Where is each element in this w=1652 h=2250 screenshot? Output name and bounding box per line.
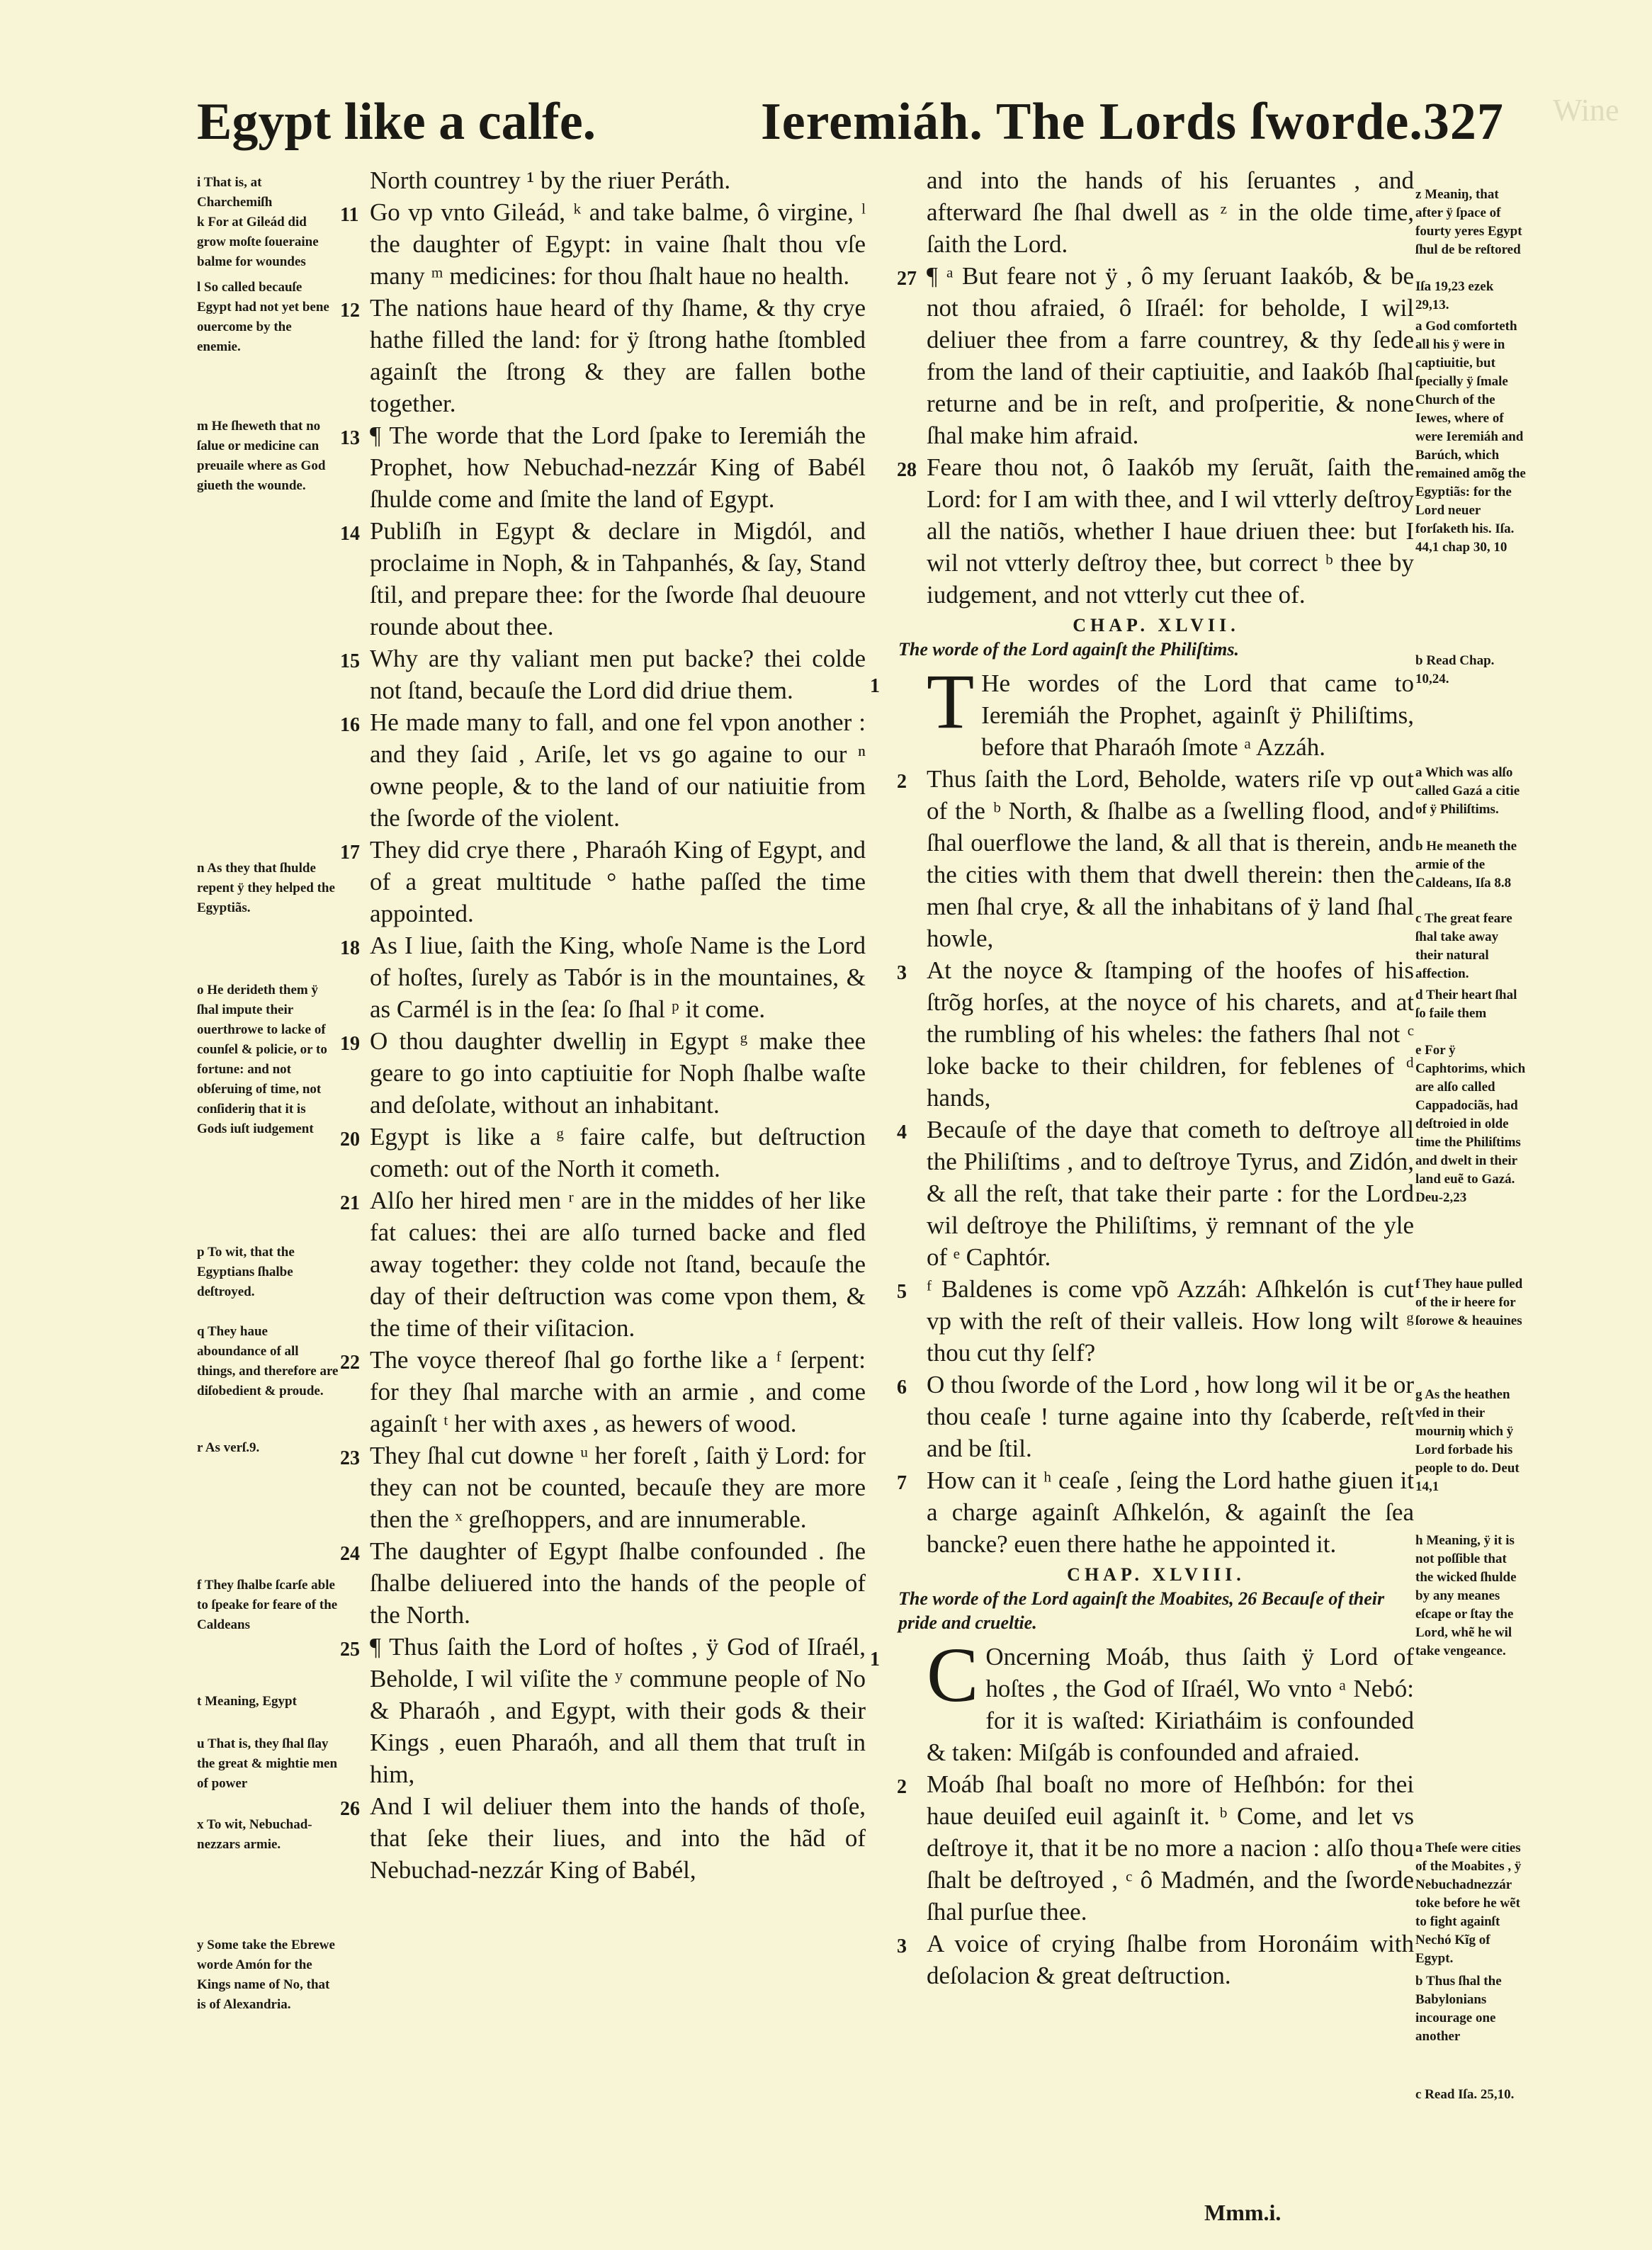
verse-number: 1 bbox=[870, 675, 880, 697]
margin-note: i That is, at Charchemiſh bbox=[197, 175, 273, 210]
verse bbox=[341, 164, 866, 196]
verse-text: Egypt is like a ᵍ faire calfe, but deſtruction cometh: out of the North it cometh. bbox=[370, 1123, 866, 1182]
verse bbox=[341, 292, 866, 419]
verse-text: Feare thou not, ô Iaakób my ſeruãt, ſaith the Lord: for I am with thee, and I wil vtterly deſtroy all the natiõs, whether I haue driuen thee: but I wil not vtterly deſtroy thee, but correct ᵇ thee by iudgement, and not vtterly cut thee of. bbox=[927, 453, 1414, 609]
verse-text: A voice of crying ſhalbe from Horonáim with deſolacion & great deſtruction. bbox=[927, 1930, 1414, 1989]
verse bbox=[341, 1535, 866, 1631]
margin-note: l So called becauſe Egypt had not yet bene ouercome by the enemie. bbox=[197, 280, 329, 354]
verse bbox=[898, 1768, 1414, 1928]
chapter-summary: The worde of the Lord againſt the Philiſtims. bbox=[898, 639, 1240, 660]
margin-note: q They haue aboundance of all things, and therefore are diſobedient & proude. bbox=[197, 1324, 339, 1398]
verse bbox=[898, 1369, 1414, 1464]
verse-text: He wordes of the Lord that came to Ieremiáh the Prophet, againſt ÿ Philiſtims, before that Pharaóh ſmote ᵃ Azzáh. bbox=[981, 669, 1414, 761]
verse-number: 16 bbox=[340, 714, 360, 736]
verse bbox=[341, 706, 866, 834]
margin-note: u That is, they ſhal ſlay the great & mightie men of power bbox=[197, 1736, 338, 1791]
verse-number: 23 bbox=[340, 1447, 360, 1469]
bleed-through-text: Wine bbox=[1553, 93, 1619, 128]
verse-number: 28 bbox=[897, 459, 917, 481]
verse bbox=[898, 451, 1414, 611]
verse-number: 25 bbox=[340, 1639, 360, 1661]
verse-text: ᶠ Baldenes is come vpõ Azzáh: Aſhkelón is cut vp with the reſt of their valleis. How long wilt ᵍ thou cut thy ſelf? bbox=[927, 1275, 1414, 1367]
verse-text: How can it ʰ ceaſe , ſeing the Lord hathe giuen it a charge againſt Aſhkelón, & againſt the ſea bancke? euen there hathe he appointed it. bbox=[927, 1466, 1414, 1558]
running-head-left: Egypt like a calfe. bbox=[197, 93, 596, 151]
verse bbox=[341, 1790, 866, 1886]
margin-note: a Which was alſo called Gazá a citie of ÿ Philiſtims. bbox=[1415, 765, 1520, 817]
verse-number: 26 bbox=[340, 1798, 360, 1820]
verse-number: 2 bbox=[897, 1776, 907, 1798]
verse-text: The voyce thereof ſhal go forthe like a ᶠ ſerpent: for they ſhal marche with an armie , and come againſt ᵗ her with axes , as hewers of wood. bbox=[370, 1346, 866, 1437]
verse bbox=[898, 260, 1414, 451]
verse-number: 15 bbox=[340, 650, 360, 672]
verse-number: 4 bbox=[897, 1121, 907, 1143]
chapter-heading: CHAP. XLVIII. bbox=[1067, 1564, 1245, 1585]
verse-number: 6 bbox=[897, 1376, 907, 1398]
margin-note: k For at Gileád did grow moſte ſoueraine balme for woundes bbox=[197, 215, 319, 269]
verse bbox=[870, 658, 1414, 763]
margin-note: n As they that ſhulde repent ÿ they helped the Egyptiãs. bbox=[197, 861, 335, 915]
verse-text: Moáb ſhal boaſt no more of Heſhbón: for thei haue deuiſed euil againſt it. ᵇ Come, and let vs deſtroye it, that it be no more a nacion : alſo thou ſhalt be deſtroyed , ᶜ ô Madmén, and the ſworde ſhal purſue thee. bbox=[927, 1770, 1414, 1926]
margin-note: g As the heathen vſed in their mourniŋ which ÿ Lord forbade his people to do. Deut 14,1 bbox=[1415, 1387, 1520, 1494]
verse-text: O thou daughter dwelliŋ in Egypt ᵍ make thee geare to go into captiuitie for Noph ſhalbe waſte and deſolate, without an inhabitant. bbox=[370, 1027, 866, 1119]
verse-number: 14 bbox=[340, 523, 360, 545]
verse-number: 7 bbox=[897, 1472, 907, 1494]
margin-note: x To wit, Nebuchad-nezzars armie. bbox=[197, 1817, 312, 1852]
chapter-heading: CHAP. XLVII. bbox=[1073, 615, 1240, 635]
verse bbox=[898, 1114, 1414, 1273]
margin-note: Iſa 19,23 ezek 29,13. bbox=[1415, 279, 1494, 312]
margin-note: h Meaning, ÿ it is not poſſible that the wicked ſhulde by any meanes eſcape or ſtay the Lord, whẽ he wil take vengeance. bbox=[1415, 1533, 1517, 1658]
verse bbox=[341, 1440, 866, 1535]
verse bbox=[341, 1344, 866, 1440]
verse bbox=[898, 1273, 1414, 1369]
verse-text: Oncerning Moáb, thus ſaith ÿ Lord of hoſtes , the God of Iſraél, Wo vnto ᵃ Nebó: for it is waſted: Kiriatháim is confounded & taken: Miſgáb is confounded and afraied. bbox=[927, 1643, 1414, 1766]
verse-text: and into the hands of his ſeruantes , and afterward ſhe ſhal dwell as ᶻ in the olde time, ſaith the Lord. bbox=[927, 166, 1414, 258]
verse-number: 20 bbox=[340, 1129, 360, 1151]
verse-text: Why are thy valiant men put backe? thei colde not ſtand, becauſe the Lord did driue them. bbox=[370, 645, 866, 704]
text-column-left bbox=[341, 164, 866, 1886]
margin-note: e For ÿ Caphtorims, which are alſo called Cappadociãs, had deſtroied in olde time the Philiſtims and dwelt in their land euẽ to Gazá. Deu-2,23 bbox=[1415, 1043, 1526, 1205]
margin-note: c Read Iſa. 25,10. bbox=[1415, 2087, 1515, 2102]
margin-note: f They ſhalbe ſcarſe able to ſpeake for feare of the Caldeans bbox=[197, 1578, 338, 1632]
verse-number: 17 bbox=[340, 842, 360, 864]
verse bbox=[341, 515, 866, 643]
drop-cap: C bbox=[927, 1632, 979, 1718]
verse-number: 3 bbox=[897, 1935, 907, 1957]
margin-note: z Meaniŋ, that after ÿ ſpace of fourty yeres Egypt ſhul de be reſtored bbox=[1415, 187, 1522, 257]
verse-number: 27 bbox=[897, 268, 917, 290]
verse-number: 2 bbox=[897, 771, 907, 793]
margin-note: r As verſ.9. bbox=[197, 1440, 260, 1455]
verse-text: Alſo her hired men ʳ are in the middes of her like fat calues: thei are alſo turned backe and fled away together: they colde not ſtand, becauſe the day of their deſtruction was come vpon them, & the time of their viſitacion. bbox=[370, 1187, 866, 1342]
verse-number: 18 bbox=[340, 937, 360, 959]
verse-text: He made many to fall, and one fel vpon another : and they ſaid , Ariſe, let vs go againe to our ⁿ owne people, & to the land of our natiuitie from the ſworde of the violent. bbox=[370, 708, 866, 832]
verse bbox=[341, 834, 866, 929]
margin-note: c The great feare ſhal take away their natural affection. bbox=[1415, 911, 1512, 981]
verse-number: 22 bbox=[340, 1352, 360, 1374]
verse-text: The daughter of Egypt ſhalbe confounded . ſhe ſhalbe deliuered into the hands of the people of the North. bbox=[370, 1537, 866, 1629]
verse bbox=[341, 419, 866, 515]
margin-note: p To wit, that the Egyptians ſhalbe deſtroyed. bbox=[197, 1245, 295, 1299]
verse-number: 19 bbox=[340, 1033, 360, 1055]
chapter-summary: The worde of the Lord againſt the Moabites, 26 Becauſe of their pride and crueltie. bbox=[898, 1588, 1385, 1633]
verse-text: ¶ ᵃ But feare not ÿ , ô my ſeruant Iaakób, & be not thou afraied, ô Iſraél: for beholde, I wil deliuer thee from a farre countrey, & thy ſede from the land of their captiuitie, and Iaakób ſhal returne and be in reſt, and proſperitie, & none ſhal make him afraid. bbox=[927, 262, 1414, 449]
margin-note: a God comforteth all his ÿ were in captiuitie, but ſpecially ÿ ſmale Church of the Iewes, where of were Ieremiáh and Barúch, which remained amõg the Egyptiãs: for the Lord neuer forſaketh his. Iſa. 44,1 chap 30, 10 bbox=[1415, 319, 1526, 555]
margin-note: d Their heart ſhal ſo faile them bbox=[1415, 988, 1517, 1021]
verse-number: 12 bbox=[340, 300, 360, 322]
drop-cap: T bbox=[927, 658, 975, 745]
verse bbox=[898, 763, 1414, 954]
verse-text: As I liue, ſaith the King, whoſe Name is the Lord of hoſtes, ſurely as Tabór is in the mountaines, & as Carmél is in the ſea: ſo ſhal ᵖ it come. bbox=[370, 932, 866, 1023]
verse-text: They did crye there , Pharaóh King of Egypt, and of a great multitude ° hathe paſſed the time appointed. bbox=[370, 836, 866, 927]
margin-note: y Some take the Ebrewe worde Amón for the Kings name of No, that is of Alexandria. bbox=[197, 1938, 335, 2012]
verse bbox=[898, 1928, 1414, 1991]
text-column-right bbox=[870, 164, 1414, 1991]
signature-mark: Mmm.i. bbox=[1204, 2200, 1282, 2225]
verse-text: And I wil deliuer them into the hands of thoſe, that ſeke their liues, and into the hãd of Nebuchad-nezzár King of Babél, bbox=[370, 1792, 866, 1884]
running-head-right: Ieremiáh. The Lords ſworde.327 bbox=[761, 93, 1504, 151]
verse-text: North countrey ¹ by the riuer Peráth. bbox=[370, 166, 731, 194]
verse bbox=[341, 1631, 866, 1790]
margin-note: t Meaning, Egypt bbox=[197, 1694, 297, 1709]
verse-text: Thus ſaith the Lord, Beholde, waters riſe vp out of the ᵇ North, & ſhalbe as a ſwelling flood, and ſhal ouerflowe the land, & all that is therein, and the cities with them that dwell therein: then the men ſhal crye, & all the inhabitans of ÿ land ſhal howle, bbox=[927, 765, 1414, 952]
verse bbox=[870, 1632, 1414, 1768]
margin-note: b He meaneth the armie of the Caldeans, Iſa 8.8 bbox=[1415, 839, 1517, 891]
verse-text: O thou ſworde of the Lord , how long wil it be or thou ceaſe ! turne againe into thy ſcaberde, reſt and be ſtil. bbox=[927, 1371, 1414, 1462]
verse bbox=[341, 643, 866, 706]
verse-number: 3 bbox=[897, 962, 907, 984]
verse-number: 5 bbox=[897, 1281, 907, 1303]
verse-text: Becauſe of the daye that cometh to deſtroye all the Philiſtims , and to deſtroye Tyrus, and Zidón, & all the reſt, that take their parte : for the Lord wil deſtroye the Philiſtims, ÿ remnant of the yle of ᵉ Caphtór. bbox=[927, 1116, 1414, 1271]
verse bbox=[341, 1185, 866, 1344]
verse bbox=[898, 164, 1414, 260]
margin-note: a Theſe were cities of the Moabites , ÿ Nebuchadnezzár toke before he wẽt to fight againſt Nechó Kĩg of Egypt. bbox=[1415, 1841, 1522, 1966]
margin-note: o He derideth them ÿ ſhal impute their ouerthrowe to lacke of counſel & policie, or to fortune: and not obſeruing of time, not conſideriŋ that it is Gods iuſt iudgement bbox=[197, 983, 327, 1136]
margin-note: b Read Chap. 10,24. bbox=[1415, 653, 1495, 686]
margin-note: f They haue pulled of the ir heere for ſorowe & heauines bbox=[1415, 1277, 1523, 1328]
verse-text: ¶ Thus ſaith the Lord of hoſtes , ÿ God of Iſraél, Beholde, I wil viſite the ʸ commune people of No & Pharaóh , and Egypt, with their gods & their Kings , euen Pharaóh, and all them that truſt in him, bbox=[370, 1633, 866, 1788]
verse-number: 11 bbox=[340, 204, 359, 226]
verse-text: The nations haue heard of thy ſhame, & thy crye hathe filled the land: for ÿ ſtrong hathe ſtombled againſt the ſtrong & they are fallen bothe together. bbox=[370, 294, 866, 417]
verse bbox=[341, 1025, 866, 1121]
verse bbox=[898, 1464, 1414, 1560]
verse-number: 1 bbox=[870, 1649, 880, 1670]
verse-number: 24 bbox=[340, 1543, 360, 1565]
verse bbox=[898, 954, 1414, 1114]
verse-text: They ſhal cut downe ᵘ her foreſt , ſaith ÿ Lord: for they can not be counted, becauſe they are more then the ˣ greſhoppers, and are innumerable. bbox=[370, 1442, 866, 1533]
verse bbox=[341, 929, 866, 1025]
verse-text: ¶ The worde that the Lord ſpake to Ieremiáh the Prophet, how Nebuchad-nezzár King of Babél ſhulde come and ſmite the land of Egypt. bbox=[370, 422, 866, 513]
margin-note: m He ſheweth that no ſalue or medicine can preuaile where as God giueth the wounde. bbox=[197, 419, 326, 493]
verse-number: 13 bbox=[340, 427, 360, 449]
verse bbox=[341, 1121, 866, 1185]
verse-text: Go vp vnto Gileád, ᵏ and take balme, ô virgine, ˡ the daughter of Egypt: in vaine ſhalt thou vſe many ᵐ medicines: for thou ſhalt haue no health. bbox=[370, 198, 866, 290]
verse-text: At the noyce & ſtamping of the hoofes of his ſtrõg horſes, at the noyce of his charets, and at the rumbling of his wheles: the fathers ſhal not ᶜ loke backe to their children, for feblenes of ᵈ hands, bbox=[927, 956, 1414, 1112]
margin-note: b Thus ſhal the Babylonians incourage one another bbox=[1415, 1974, 1502, 2044]
verse bbox=[341, 196, 866, 292]
verse-text: Publiſh in Egypt & declare in Migdól, and proclaime in Noph, & in Tahpanhés, & ſay, Stand ſtil, and prepare thee: for the ſworde ſhal deuoure rounde about thee. bbox=[370, 517, 866, 640]
verse-number: 21 bbox=[340, 1192, 360, 1214]
